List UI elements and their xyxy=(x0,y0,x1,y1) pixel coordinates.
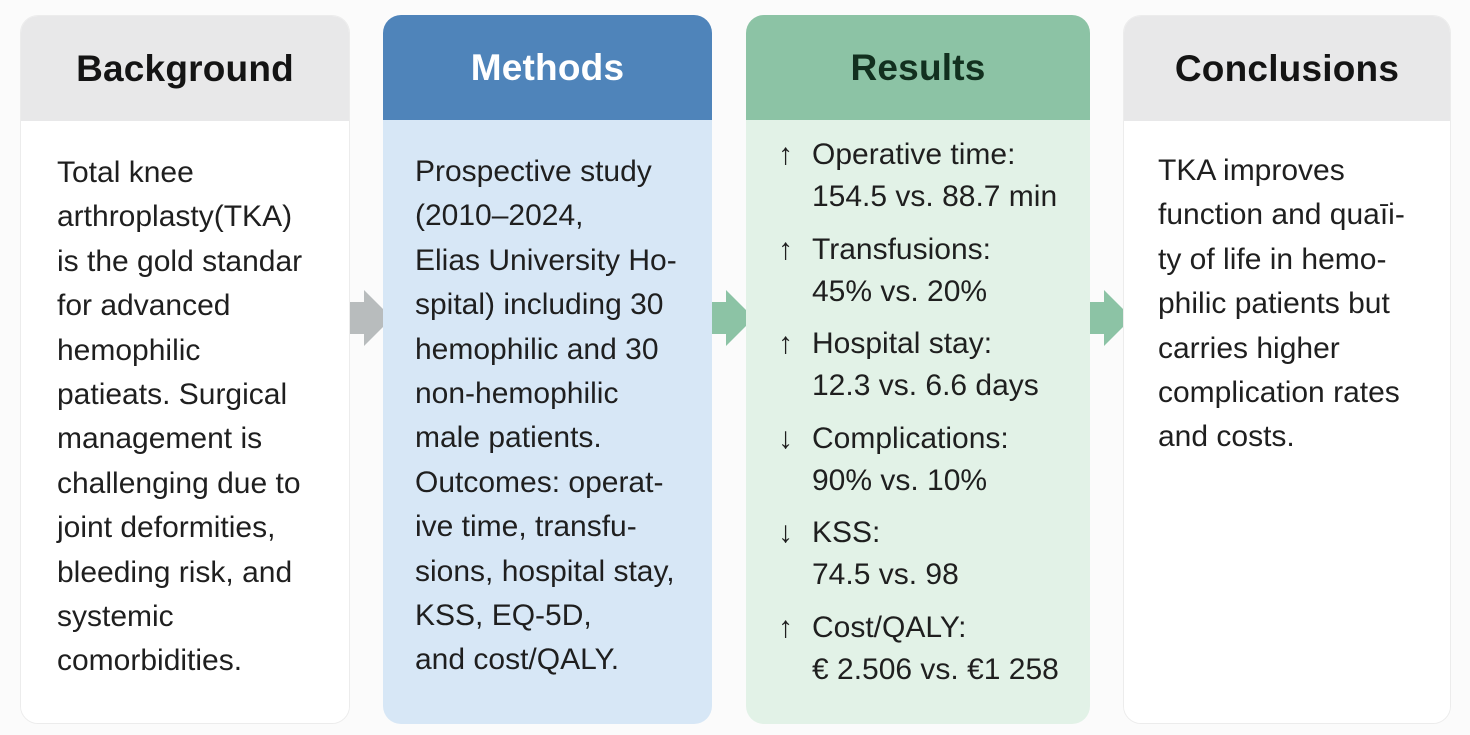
methods-line: hemophilic and 30 xyxy=(415,332,659,366)
background-line: Total knee xyxy=(57,156,194,189)
methods-line: Elias University Ho- xyxy=(415,243,677,277)
arrow-up-icon: ↑ xyxy=(778,232,793,266)
methods-line: ive time, transfu- xyxy=(415,510,637,544)
methods-line: non-hemophilic xyxy=(415,377,619,411)
conclusions-line: ty of life in hemo- xyxy=(1158,242,1387,276)
result-label: Cost/QALY: xyxy=(812,610,967,644)
result-item-cost-qaly xyxy=(778,607,1090,691)
result-label: Transfusions: xyxy=(812,232,991,266)
background-line: arthroplasty(TKA) xyxy=(57,200,293,234)
arrow-up-icon: ↑ xyxy=(778,138,793,171)
conclusions-line: function and quaīi- xyxy=(1158,198,1405,232)
conclusions-panel xyxy=(1123,15,1451,724)
arrow-down-icon: ↓ xyxy=(778,421,793,455)
result-label: Hospital stay: xyxy=(812,327,993,360)
methods-line: and cost/QALY. xyxy=(415,643,620,677)
connector-arrow-stem xyxy=(350,302,364,334)
background-line: challenging due to xyxy=(57,466,301,500)
methods-line: sions, hospital stay, xyxy=(415,554,675,588)
result-value: 154.5 vs. 88.7 min xyxy=(812,180,1058,213)
result-value: 74.5 vs. 98 xyxy=(812,558,959,591)
methods-line: spital) including 30 xyxy=(415,288,664,322)
result-item-operative-time xyxy=(778,134,1090,218)
results-panel xyxy=(746,15,1090,724)
conclusions-line: TKA improves xyxy=(1158,154,1345,187)
methods-line: Prospective study xyxy=(415,155,652,188)
methods-line: male patients. xyxy=(415,421,602,455)
background-line: joint deformities, xyxy=(57,511,276,545)
connector-arrow-stem xyxy=(1090,302,1104,334)
background-line: is the gold standar xyxy=(57,244,303,278)
methods-body xyxy=(383,120,712,724)
result-label: KSS: xyxy=(812,516,881,549)
background-line: for advanced xyxy=(57,289,231,323)
conclusions-line: and costs. xyxy=(1158,420,1295,454)
background-line: management is xyxy=(57,422,263,456)
conclusions-title: Conclusions xyxy=(1124,16,1450,121)
result-item-complications xyxy=(778,418,1090,502)
background-line: bleeding risk, and xyxy=(57,555,293,589)
methods-line: KSS, EQ-5D, xyxy=(415,599,592,633)
conclusions-body xyxy=(1124,121,1450,724)
result-value: 90% vs. 10% xyxy=(812,463,988,497)
arrow-down-icon: ↓ xyxy=(778,516,793,549)
result-label: Complications: xyxy=(812,421,1009,455)
arrow-up-icon: ↑ xyxy=(778,610,793,644)
result-item-transfusions xyxy=(778,229,1090,313)
conclusions-line: complication rates xyxy=(1158,376,1400,410)
background-line: systemic xyxy=(57,600,174,634)
result-item-hospital-stay xyxy=(778,323,1090,407)
methods-panel xyxy=(383,15,712,724)
background-title: Background xyxy=(21,16,349,121)
background-body xyxy=(21,121,349,724)
results-title: Results xyxy=(746,15,1090,120)
methods-line: (2010–2024, xyxy=(415,199,584,233)
arrow-up-icon: ↑ xyxy=(778,327,793,360)
result-value: 12.3 vs. 6.6 days xyxy=(812,369,1039,402)
background-line: comorbidities. xyxy=(57,644,243,678)
results-body xyxy=(746,120,1090,724)
methods-title: Methods xyxy=(383,15,712,120)
conclusions-line: carries higher xyxy=(1158,331,1340,365)
background-line: hemophilic xyxy=(57,333,201,367)
result-label: Operative time: xyxy=(812,138,1016,171)
methods-line: Outcomes: operat- xyxy=(415,465,664,499)
background-line: patieats. Surgical xyxy=(57,378,288,412)
result-value: 45% vs. 20% xyxy=(812,274,988,308)
conclusions-line: philic patients but xyxy=(1158,287,1390,321)
background-panel xyxy=(20,15,350,724)
result-value: € 2.506 vs. €1 258 xyxy=(812,652,1059,686)
connector-arrow-stem xyxy=(712,302,726,334)
result-item-kss xyxy=(778,512,1090,596)
